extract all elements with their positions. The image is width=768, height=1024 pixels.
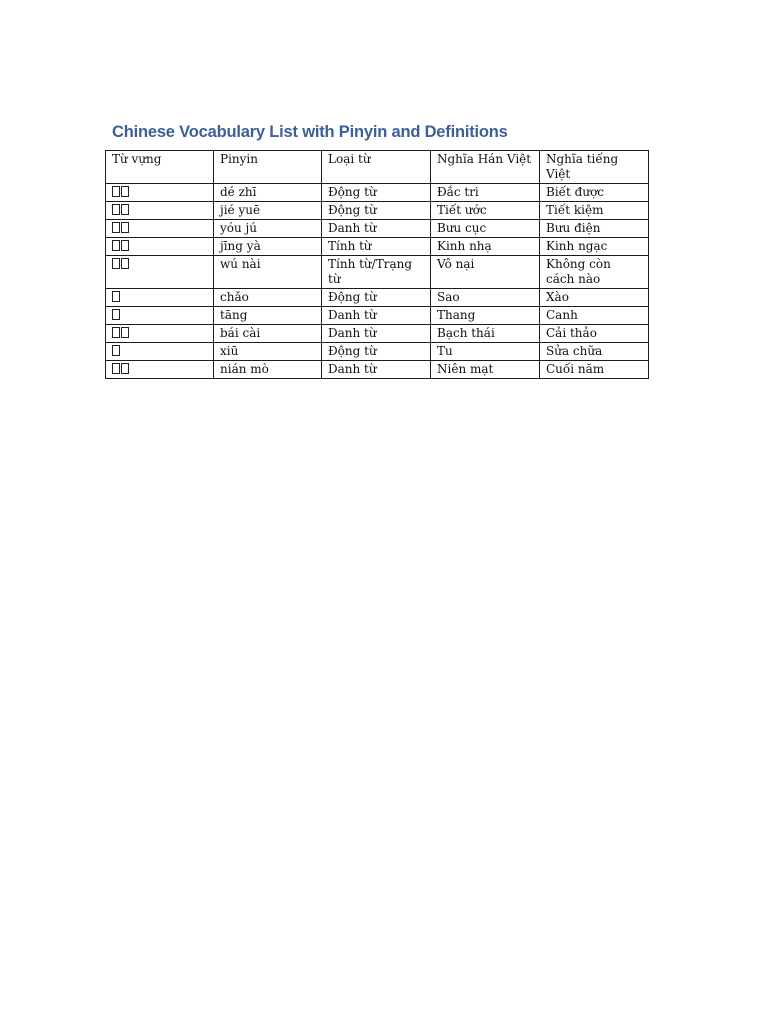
hanzi-source-text [130, 203, 131, 204]
cell-meaning: Kinh ngạc [540, 238, 649, 256]
cell-word-type: Tính từ/Trạng từ [322, 256, 431, 289]
table-row [106, 307, 649, 325]
cell-han-viet: Kinh nhạ [431, 238, 540, 256]
cell-han-viet: Bạch thái [431, 325, 540, 343]
cell-pinyin: xiū [214, 343, 322, 361]
missing-glyph-box [112, 222, 120, 233]
hanzi-source-text [121, 344, 122, 345]
cell-word-type: Động từ [322, 289, 431, 307]
missing-glyph-box [121, 240, 129, 251]
cell-word-type: Danh từ [322, 325, 431, 343]
cell-han-viet: Bưu cục [431, 220, 540, 238]
cell-hanzi [106, 307, 214, 325]
missing-glyph-box [112, 345, 120, 356]
cell-pinyin: nián mò [214, 361, 322, 379]
hanzi-text [112, 203, 130, 217]
cell-meaning: Tiết kiệm [540, 202, 649, 220]
cell-hanzi [106, 361, 214, 379]
header-cell-pinyin: Pinyin [214, 151, 322, 184]
cell-hanzi [106, 202, 214, 220]
cell-word-type: Động từ [322, 202, 431, 220]
missing-glyph-box [112, 258, 120, 269]
vocabulary-table [105, 150, 649, 379]
hanzi-source-text [130, 362, 131, 363]
cell-hanzi [106, 238, 214, 256]
cell-meaning: Biết được [540, 184, 649, 202]
hanzi-source-text [121, 290, 122, 291]
hanzi-text [112, 362, 130, 376]
missing-glyph-box [112, 327, 120, 338]
cell-hanzi [106, 289, 214, 307]
hanzi-source-text [130, 221, 131, 222]
table-row [106, 202, 649, 220]
cell-hanzi [106, 220, 214, 238]
cell-word-type: Danh từ [322, 361, 431, 379]
header-cell-tu-vung: Từ vựng [106, 151, 214, 184]
cell-pinyin: tāng [214, 307, 322, 325]
missing-glyph-box [112, 240, 120, 251]
cell-pinyin: chǎo [214, 289, 322, 307]
cell-han-viet: Tiết ước [431, 202, 540, 220]
cell-han-viet: Tu [431, 343, 540, 361]
missing-glyph-box [121, 363, 129, 374]
cell-hanzi [106, 184, 214, 202]
hanzi-text [112, 221, 130, 235]
missing-glyph-box [112, 186, 120, 197]
cell-word-type: Tính từ [322, 238, 431, 256]
table-header-row [106, 151, 649, 184]
hanzi-source-text [130, 326, 131, 327]
cell-pinyin: jié yuē [214, 202, 322, 220]
table-row [106, 238, 649, 256]
table-row [106, 220, 649, 238]
document-title: Chinese Vocabulary List with Pinyin and Definitions [112, 123, 508, 141]
cell-meaning: Xào [540, 289, 649, 307]
table-row [106, 256, 649, 289]
missing-glyph-box [121, 222, 129, 233]
cell-han-viet: Niên mạt [431, 361, 540, 379]
cell-han-viet: Đắc tri [431, 184, 540, 202]
header-cell-nghia-han-viet: Nghĩa Hán Việt [431, 151, 540, 184]
header-cell-nghia-tieng-viet: Nghĩa tiếng Việt [540, 151, 649, 184]
cell-word-type: Danh từ [322, 220, 431, 238]
missing-glyph-box [121, 327, 129, 338]
cell-pinyin: jīng yà [214, 238, 322, 256]
cell-meaning: Canh [540, 307, 649, 325]
cell-pinyin: wú nài [214, 256, 322, 289]
hanzi-text [112, 308, 121, 322]
hanzi-source-text [130, 239, 131, 240]
cell-pinyin: bái cài [214, 325, 322, 343]
cell-word-type: Động từ [322, 184, 431, 202]
cell-hanzi [106, 343, 214, 361]
table-row [106, 325, 649, 343]
cell-pinyin: yóu jú [214, 220, 322, 238]
missing-glyph-box [121, 186, 129, 197]
cell-hanzi [106, 256, 214, 289]
hanzi-text [112, 326, 130, 340]
table-row [106, 289, 649, 307]
cell-han-viet: Vô nại [431, 256, 540, 289]
missing-glyph-box [112, 291, 120, 302]
hanzi-text [112, 185, 130, 199]
cell-meaning: Cuối năm [540, 361, 649, 379]
cell-meaning: Không còn cách nào [540, 256, 649, 289]
hanzi-source-text [130, 185, 131, 186]
hanzi-text [112, 344, 121, 358]
missing-glyph-box [112, 204, 120, 215]
missing-glyph-box [121, 258, 129, 269]
cell-word-type: Động từ [322, 343, 431, 361]
hanzi-text [112, 239, 130, 253]
table-row [106, 343, 649, 361]
hanzi-text [112, 257, 130, 271]
missing-glyph-box [112, 363, 120, 374]
cell-han-viet: Thang [431, 307, 540, 325]
hanzi-text [112, 290, 121, 304]
hanzi-source-text [121, 308, 122, 309]
cell-meaning: Sửa chữa [540, 343, 649, 361]
table-row [106, 361, 649, 379]
missing-glyph-box [121, 204, 129, 215]
cell-han-viet: Sao [431, 289, 540, 307]
hanzi-source-text [130, 257, 131, 258]
header-cell-loai-tu: Loại từ [322, 151, 431, 184]
table-row [106, 184, 649, 202]
cell-meaning: Bưu điện [540, 220, 649, 238]
missing-glyph-box [112, 309, 120, 320]
cell-pinyin: dé zhī [214, 184, 322, 202]
cell-word-type: Danh từ [322, 307, 431, 325]
cell-hanzi [106, 325, 214, 343]
cell-meaning: Cải thảo [540, 325, 649, 343]
